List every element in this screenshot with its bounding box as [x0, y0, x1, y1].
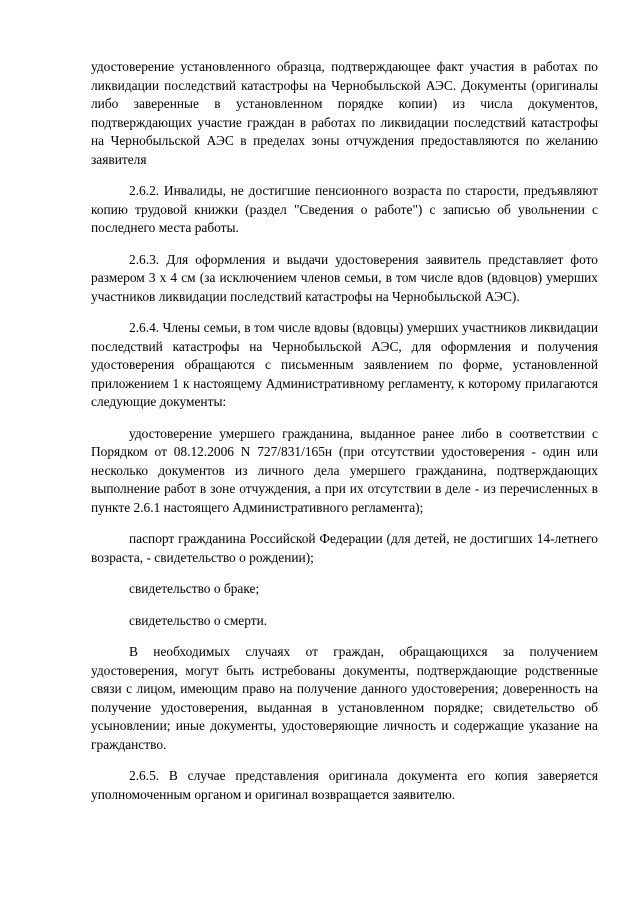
- paragraph-2-6-5: 2.6.5. В случае представления оригинала документа его копия заверяется уполномоченным органом и оригинал возвращается заявителю.: [91, 768, 598, 802]
- paragraph-2-6-4: 2.6.4. Члены семьи, в том числе вдовы (вдовцы) умерших участников ликвидации последствий катастрофы на Чернобыльской АЭС, для оформления и получения удостоверения обращаются с письменным заявлением по форме, установленной приложением 1 к настоящему Административному регламенту, к которому прилагаются следующие документы:: [91, 320, 598, 409]
- list-item-passport: паспорт гражданина Российской Федерации (для детей, не достигших 14-летнего возраста, - свидетельство о рождении);: [91, 531, 598, 565]
- list-item-marriage-certificate: свидетельство о браке;: [129, 581, 260, 596]
- paragraph-2-6-3: 2.6.3. Для оформления и выдачи удостоверения заявитель представляет фото размером 3 х 4 см (за исключением членов семьи, в том числе вдов (вдовцов) умерших участников ликвидации последствий катастрофы на Чернобыльской АЭС).: [91, 251, 598, 304]
- paragraph-certificate-participation: удостоверение установленного образца, подтверждающее факт участия в работах по ликвидации последствий катастрофы на Чернобыльской АЭС. Документы (оригиналы либо заверенные в установленном порядке копии) из числа документов, подтверждающих участие граждан в работах по ликвидации последствий катастрофы на Чернобыльской АЭС в пределах зоны отчуждения предоставляются по желанию заявителя: [91, 59, 598, 167]
- list-item-death-certificate: свидетельство о смерти.: [129, 612, 268, 628]
- list-item-deceased-certificate: удостоверение умершего гражданина, выданное ранее либо в соответствии с Порядком от 08.12.2006 N 727/831/165н (при отсутствии удостоверения - один или несколько документов из личного дела умершего гражданина, подтверждающих выполнение работ в зоне отчуждения, а при их отсутствии в деле - из перечисленных в пункте 2.6.1 настоящего Административного регламента);: [91, 425, 598, 515]
- paragraph-additional-documents: В необходимых случаях от граждан, обращающихся за получением удостоверения, могут быть истребованы документы, подтверждающие родственные связи с лицом, имеющим право на получение данного удостоверения; доверенность на получение удостоверения, выданная в установленном порядке; свидетельство об усыновлении; иные документы, удостоверяющие личность и содержащие указание на гражданство.: [91, 644, 598, 752]
- document-page: [91, 58, 598, 817]
- paragraph-2-6-2: 2.6.2. Инвалиды, не достигшие пенсионного возраста по старости, предъявляют копию трудовой книжки (раздел "Сведения о работе") с записью об увольнении с последнего места работы.: [91, 183, 598, 235]
